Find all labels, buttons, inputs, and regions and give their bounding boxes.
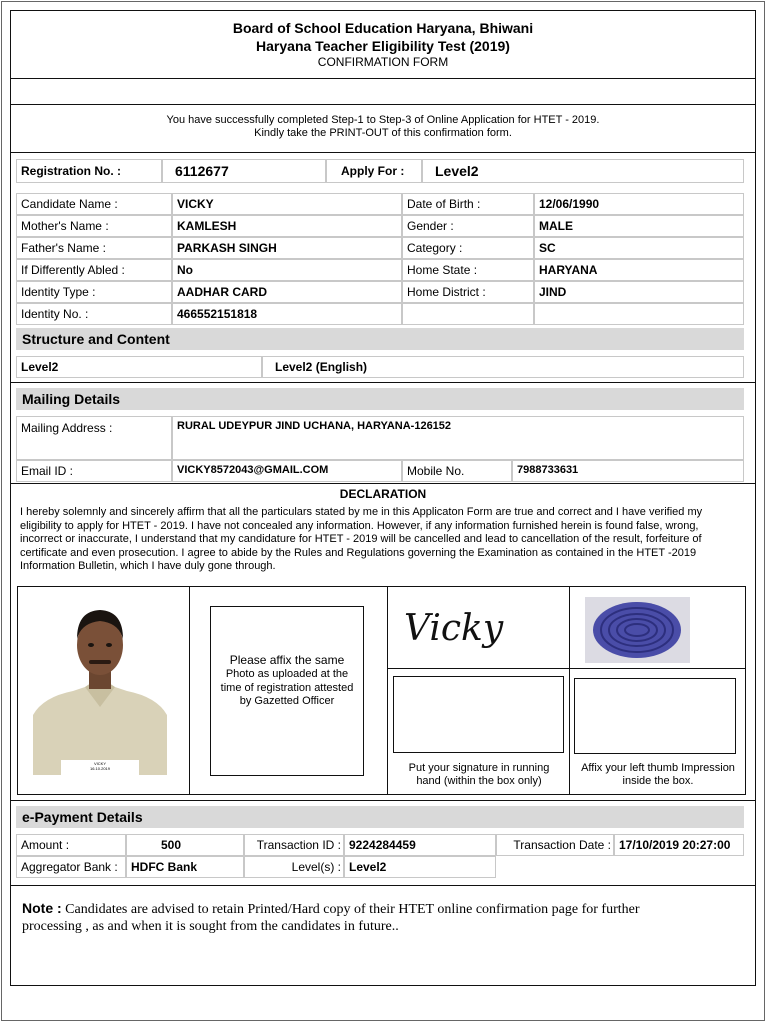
- email-value: VICKY8572043@GMAIL.COM: [172, 460, 402, 482]
- declaration-line: I hereby solemnly and sincerely affirm that all the particulars stated by me in this Applicaton Form are true and correct and I have verified my: [20, 506, 703, 518]
- apply-for-value: Level2: [422, 159, 744, 183]
- mobile-value: 7988733631: [512, 460, 744, 482]
- signature-instruction: Put your signature in running: [408, 762, 550, 774]
- empty-cell: [534, 303, 744, 325]
- affix-photo-line: Photo as uploaded at the: [225, 668, 349, 680]
- divider: [189, 586, 190, 795]
- note: [22, 900, 746, 935]
- declaration-line: certificate and even prosecution. I agree to abide by the Rules and Regulations governing the Examination as contained in the HTET -2019: [20, 546, 697, 559]
- gender-value: MALE: [534, 215, 744, 237]
- affix-photo-line: by Gazetted Officer: [239, 695, 335, 707]
- notice-line-1: You have successfully completed Step-1 to Step-3 of Online Application for HTET - 2019.: [166, 114, 600, 126]
- structure-heading: Structure and Content: [16, 328, 744, 350]
- home-district-value: JIND: [534, 281, 744, 303]
- declaration-heading: DECLARATION: [339, 487, 427, 501]
- mailing-address-label: Mailing Address :: [16, 416, 172, 460]
- divider: [387, 668, 746, 669]
- identity-type-label: Identity Type :: [16, 281, 172, 303]
- divider: [10, 382, 756, 383]
- identity-no-label: Identity No. :: [16, 303, 172, 325]
- divider: [10, 800, 756, 801]
- mother-name-value: KAMLESH: [172, 215, 402, 237]
- declaration-line: Information Bulletin, which I have duly gone through.: [20, 560, 276, 572]
- structure-level-language: Level2 (English): [262, 356, 744, 378]
- affix-photo-line: Please affix the same: [229, 653, 345, 667]
- candidate-name-label: Candidate Name :: [16, 193, 172, 215]
- transaction-id-value: 9224284459: [344, 834, 496, 856]
- divider: [387, 586, 388, 795]
- levels-value: Level2: [344, 856, 496, 878]
- note-label: Note :: [22, 900, 62, 916]
- declaration-line: eligibility to apply for HTET - 2019. I have not concealed any information. However, if any information furnished herein is found false, wrong,: [20, 519, 699, 532]
- category-value: SC: [534, 237, 744, 259]
- dob-label: Date of Birth :: [402, 193, 534, 215]
- differently-abled-value: No: [172, 259, 402, 281]
- divider: [10, 152, 756, 153]
- divider: [10, 104, 756, 105]
- registration-label: Registration No. :: [16, 159, 162, 183]
- gender-label: Gender :: [402, 215, 534, 237]
- signature-instruction: hand (within the box only): [416, 775, 542, 787]
- transaction-date-value: 17/10/2019 20:27:00: [614, 834, 744, 856]
- divider: [10, 483, 756, 484]
- uploaded-signature: [400, 596, 510, 658]
- signature-text: Vicky: [404, 608, 504, 649]
- apply-for-label: Apply For :: [326, 159, 422, 183]
- mobile-label: Mobile No.: [402, 460, 512, 482]
- transaction-id-label: Transaction ID :: [244, 834, 344, 856]
- category-label: Category :: [402, 237, 534, 259]
- empty-cell: [402, 303, 534, 325]
- thumb-impression-image: [585, 597, 690, 663]
- structure-level: Level2: [16, 356, 262, 378]
- mailing-heading: Mailing Details: [16, 388, 744, 410]
- exam-title: Haryana Teacher Eligibility Test (2019): [256, 38, 510, 54]
- mailing-address-value: RURAL UDEYPUR JIND UCHANA, HARYANA-126152: [172, 416, 744, 460]
- signature-box[interactable]: [393, 676, 564, 753]
- thumb-box[interactable]: [574, 678, 736, 754]
- divider: [10, 78, 756, 79]
- affix-photo-line: time of registration attested: [220, 682, 354, 694]
- home-state-value: HARYANA: [534, 259, 744, 281]
- payment-heading: e-Payment Details: [16, 806, 744, 828]
- divider: [10, 885, 756, 886]
- father-name-value: PARKASH SINGH: [172, 237, 402, 259]
- email-label: Email ID :: [16, 460, 172, 482]
- form-title: CONFIRMATION FORM: [317, 55, 449, 69]
- divider: [569, 586, 570, 795]
- levels-label: Level(s) :: [244, 856, 344, 878]
- thumb-instruction: inside the box.: [622, 775, 694, 787]
- aggregator-bank-value: HDFC Bank: [126, 856, 244, 878]
- note-line-1: Candidates are advised to retain Printed/Hard copy of their HTET online confirmation page for further: [65, 902, 640, 917]
- identity-type-value: AADHAR CARD: [172, 281, 402, 303]
- home-state-label: Home State :: [402, 259, 534, 281]
- thumb-instruction: Affix your left thumb Impression: [581, 762, 735, 774]
- dob-value: 12/06/1990: [534, 193, 744, 215]
- amount-value: 500: [126, 834, 244, 856]
- candidate-photo: [33, 603, 167, 775]
- transaction-date-label: Transaction Date :: [496, 834, 614, 856]
- board-title: Board of School Education Haryana, Bhiwani: [232, 20, 534, 36]
- photo-caption-date: 16.10.2019: [89, 766, 111, 771]
- candidate-name-value: VICKY: [172, 193, 402, 215]
- registration-number: 6112677: [162, 159, 326, 183]
- aggregator-bank-label: Aggregator Bank :: [16, 856, 126, 878]
- identity-no-value: 466552151818: [172, 303, 402, 325]
- declaration-line: incorrect or inaccurate, I understand that my candidature for HTET - 2019 will be cancelled and lead to cancellation of the result, forfeiture of: [20, 533, 702, 545]
- notice-line-2: Kindly take the PRINT-OUT of this confirmation form.: [254, 127, 512, 139]
- father-name-label: Father's Name :: [16, 237, 172, 259]
- photo-caption-name: VICKY: [93, 761, 106, 766]
- home-district-label: Home District :: [402, 281, 534, 303]
- amount-label: Amount :: [16, 834, 126, 856]
- note-line-2: processing , as and when it is sought from the candidates in future..: [22, 919, 399, 934]
- differently-abled-label: If Differently Abled :: [16, 259, 172, 281]
- mother-name-label: Mother's Name :: [16, 215, 172, 237]
